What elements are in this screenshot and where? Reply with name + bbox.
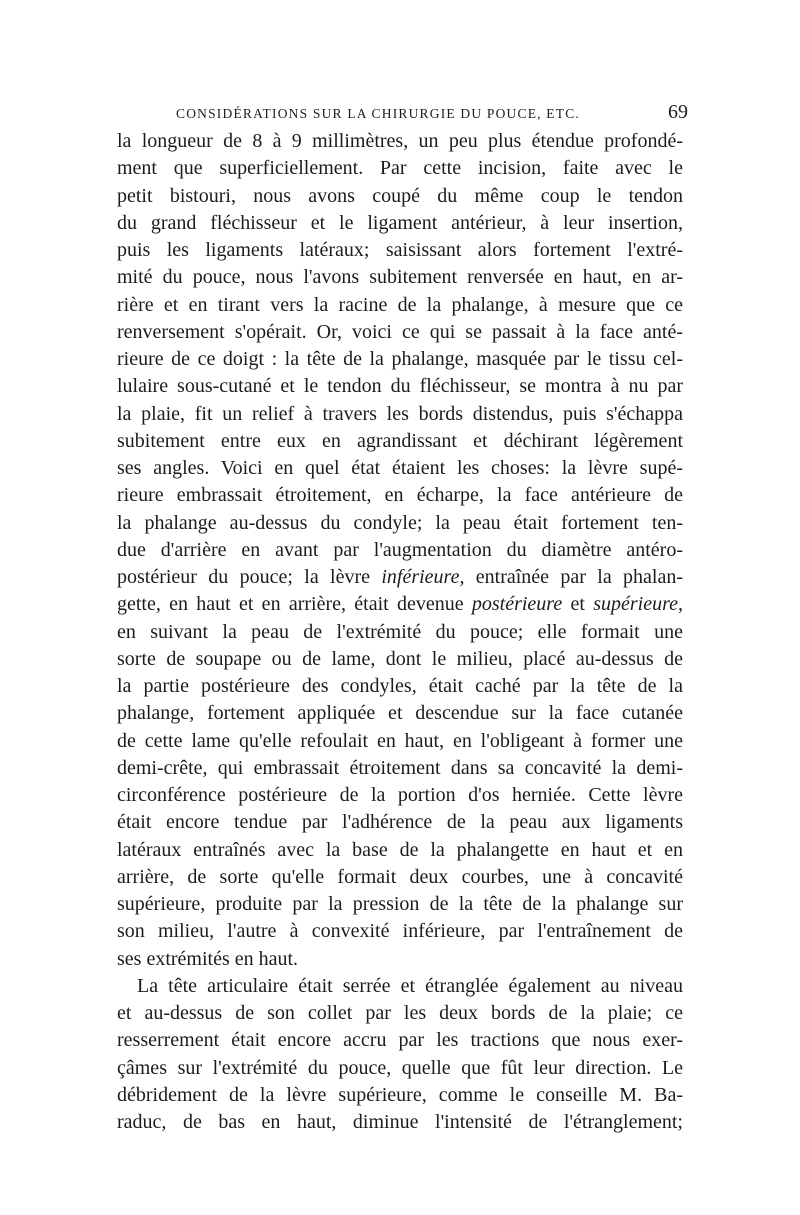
text-line: supérieure, produite par la pression de la tête de la phalange sur bbox=[117, 893, 683, 915]
text-line: la partie postérieure des condyles, était caché par la tête de la bbox=[117, 675, 683, 697]
text-line: la phalange au-dessus du condyle; la peau était fortement ten- bbox=[117, 511, 683, 534]
text-line: du grand fléchisseur et le ligament antérieur, à leur insertion, bbox=[117, 211, 683, 234]
text-line: rieure embrassait étroitement, en écharpe, la face antérieure de bbox=[117, 484, 683, 507]
text-line: de cette lame qu'elle refoulait en haut, en l'obligeant à former une bbox=[117, 729, 683, 752]
body-text bbox=[117, 128, 683, 1136]
text-line: circonférence postérieure de la portion d'os herniée. Cette lèvre bbox=[117, 784, 683, 806]
text-line: demi-crête, qui embrassait étroitement dans sa concavité la demi- bbox=[117, 756, 683, 779]
text-line: la longueur de 8 à 9 millimètres, un peu plus étendue profondé- bbox=[117, 130, 683, 152]
text-line: rière et en tirant vers la racine de la phalange, à mesure que ce bbox=[117, 293, 683, 316]
running-title: CONSIDÉRATIONS SUR LA CHIRURGIE DU POUCE, ETC. bbox=[176, 106, 580, 121]
text-line: en suivant la peau de l'extrémité du pouce; elle formait une bbox=[117, 620, 683, 643]
text-span: gette, en haut et en arrière, était devenue bbox=[117, 593, 464, 616]
text-line: était encore tendue par l'adhérence de la peau aux ligaments bbox=[117, 811, 683, 834]
italic-word: supérieure, bbox=[593, 593, 684, 616]
text-line: raduc, de bas en haut, diminue l'intensité de l'étranglement; bbox=[117, 1111, 683, 1133]
italic-word: postérieure bbox=[471, 593, 563, 616]
text-line: rieure de ce doigt : la tête de la phalange, masquée par le tissu cel- bbox=[117, 348, 683, 370]
text-line: et au-dessus de son collet par les deux bords de la plaie; ce bbox=[117, 1002, 683, 1024]
text-line: ses angles. Voici en quel état étaient les choses: la lèvre supé- bbox=[117, 457, 683, 479]
text-line: lulaire sous-cutané et le tendon du fléchisseur, se montra à nu par bbox=[117, 375, 683, 398]
text-line: çâmes sur l'extrémité du pouce, quelle que fût leur direction. Le bbox=[117, 1056, 683, 1079]
text-line: resserrement était encore accru par les tractions que nous exer- bbox=[117, 1029, 683, 1052]
text-line: latéraux entraînés avec la base de la phalangette en haut et en bbox=[117, 838, 683, 861]
text-line-mixed bbox=[117, 564, 683, 591]
running-head bbox=[176, 101, 688, 127]
text-line: renversement s'opérait. Or, voici ce qui se passait à la face anté- bbox=[117, 320, 683, 343]
text-line: puis les ligaments latéraux; saisissant alors fortement l'extré- bbox=[117, 239, 683, 261]
text-line-mixed bbox=[117, 591, 683, 618]
text-line: sorte de soupape ou de lame, dont le milieu, placé au-dessus de bbox=[117, 647, 683, 670]
text-line: due d'arrière en avant par l'augmentation du diamètre antéro- bbox=[117, 538, 683, 561]
text-line: arrière, de sorte qu'elle formait deux courbes, une à concavité bbox=[117, 865, 683, 888]
text-line: la plaie, fit un relief à travers les bords distendus, puis s'échappa bbox=[117, 402, 683, 425]
text-line: ment que superficiellement. Par cette incision, faite avec le bbox=[117, 157, 683, 180]
page-number: 69 bbox=[668, 101, 688, 123]
paragraph-start-line: La tête articulaire était serrée et étranglée également au niveau bbox=[137, 974, 683, 997]
text-span: postérieur du pouce; la lèvre bbox=[117, 566, 370, 588]
italic-word: inférieure, bbox=[381, 566, 465, 588]
text-line: mité du pouce, nous l'avons subitement renversée en haut, en ar- bbox=[117, 266, 683, 289]
text-line: phalange, fortement appliquée et descendue sur la face cutanée bbox=[117, 702, 683, 725]
paragraph-end-line: ses extrémités en haut. bbox=[117, 947, 299, 970]
text-line: débridement de la lèvre supérieure, comme le conseille M. Ba- bbox=[117, 1083, 683, 1106]
text-line: subitement entre eux en agrandissant et déchirant légèrement bbox=[117, 429, 683, 452]
text-span: et bbox=[570, 593, 585, 616]
text-line: son milieu, l'autre à convexité inférieure, par l'entraînement de bbox=[117, 920, 683, 943]
text-line: petit bistouri, nous avons coupé du même coup le tendon bbox=[117, 184, 683, 207]
text-span: entraînée par la phalan- bbox=[475, 566, 683, 588]
